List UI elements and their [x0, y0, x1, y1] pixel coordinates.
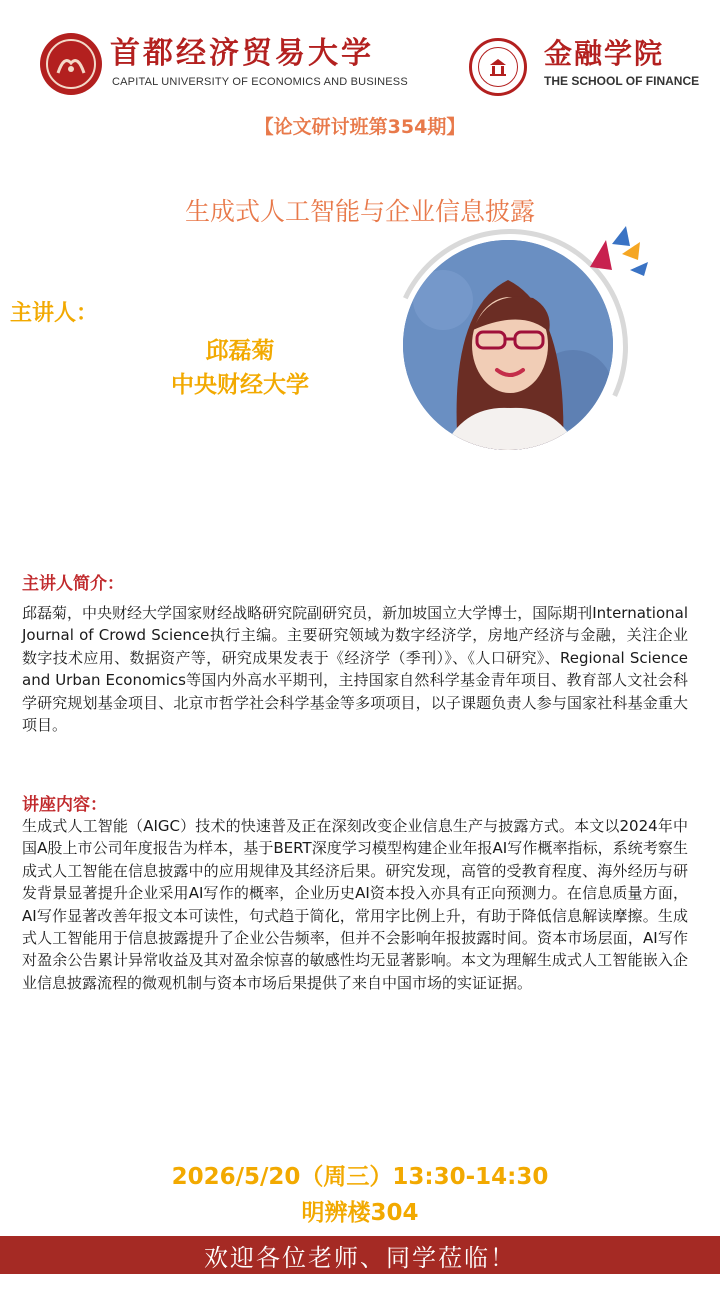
cueb-english-name: CAPITAL UNIVERSITY OF ECONOMICS AND BUSINESS [112, 76, 408, 88]
school-emblem-icon [486, 55, 510, 79]
welcome-text: 欢迎各位老师、同学莅临！ [204, 1243, 516, 1272]
lecture-title: 生成式人工智能与企业信息披露 [184, 197, 535, 226]
cueb-name: 首都经济贸易大学 [110, 36, 374, 71]
speaker-name: 邱磊菊 [205, 338, 275, 364]
cueb-emblem-icon [54, 49, 88, 79]
school-english-name: THE SCHOOL OF FINANCE [544, 74, 700, 88]
content-text: 生成式人工智能（AIGC）技术的快速普及正在深刻改变企业信息生产与披露方式。本文以2024年中国A股上市公司年度报告为样本，基于BERT深度学习模型构建企业年报AI写作概率指标，系统考察生成式人工智能在信息披露中的应用规律及其经济后果。研究发现，高管的受教育程度、海外经历与研发背景显著提升企业采用AI写作的概率，企业历史AI资本投入亦具有正向预测力。在信息质量方面，AI写作显著改善年报文本可读性，句式趋于简化，常用字比例上升，有助于降低信息解读摩擦。生成式人工智能用于信息披露提升了企业公告频率，但并不会影响年报披露时间。资本市场层面，AI写作对盈余公告累计异常收益及其对盈余惊喜的敏感性均无显著影响。本文为理解生成式人工智能嵌入企业信息披露流程的微观机制与资本市场后果提供了来自中国市场的实证证据。 [22, 817, 688, 992]
welcome-banner [0, 1236, 720, 1274]
confetti-decoration-icon [582, 212, 652, 282]
speaker-label: 主讲人： [10, 301, 99, 326]
bio-text: 邱磊菊，中央财经大学国家财经战略研究院副研究员，新加坡国立大学博士，国际期刊International Journal of Crowd Science执行主编。主要研究领域为数字经济学，房地产经济与金融，关注企业数字技术应用、数据资产等，研究成果发表于《经济学（季刊）》、《人口研究》、Regional Science and Urban Economics等国内外高水平期刊，主持国家自然科学基金青年项目、教育部人文社会科学研究规划基金项目、北京市哲学社会科学基金等多项项目，以子课题负责人参与国家社科基金重大项目。 [22, 604, 688, 735]
school-seal-logo [469, 38, 527, 96]
content-heading: 讲座内容： [22, 795, 107, 815]
cueb-seal-logo [40, 33, 102, 95]
session-label: 【论文研讨班第354期】 [254, 116, 466, 138]
lecture-venue: 明辨楼304 [301, 1200, 419, 1226]
school-name: 金融学院 [544, 37, 665, 70]
lecture-datetime: 2026/5/20（周三）13:30-14:30 [171, 1164, 549, 1190]
bio-heading: 主讲人简介： [22, 574, 124, 594]
speaker-affiliation: 中央财经大学 [171, 372, 309, 398]
